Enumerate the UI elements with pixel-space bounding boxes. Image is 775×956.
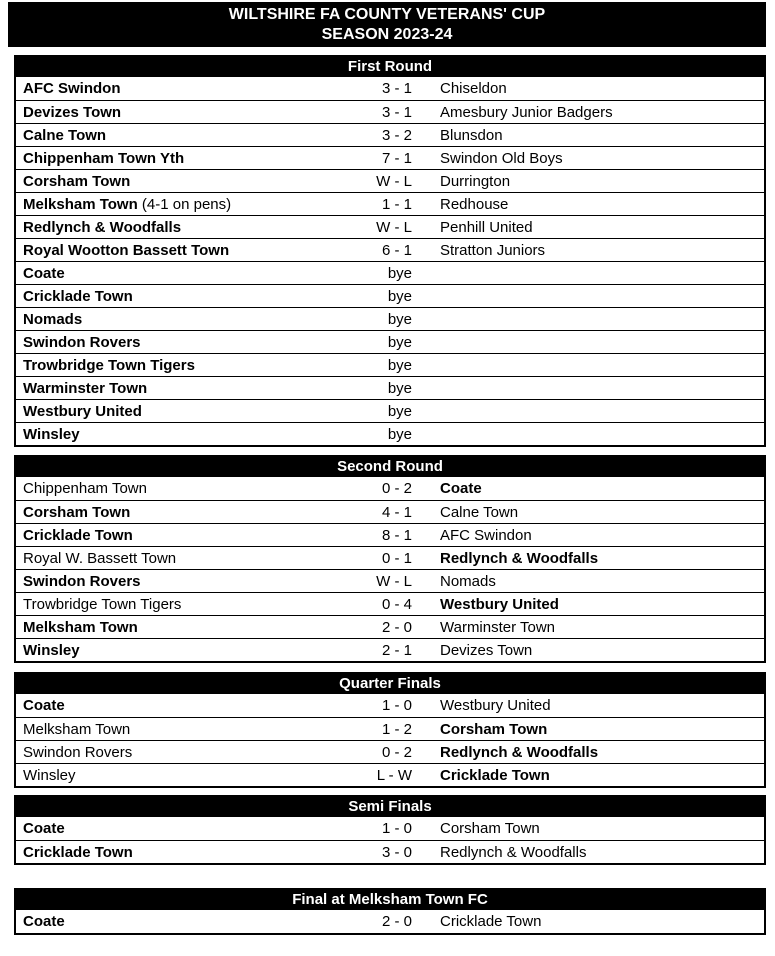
rounds-container <box>0 55 775 935</box>
match-row <box>16 763 764 786</box>
match-score: 2 - 0 <box>381 619 412 636</box>
home-team-name: Devizes Town <box>23 104 122 121</box>
home-team-name: Westbury United <box>23 403 142 420</box>
home-team <box>23 216 181 239</box>
match-row <box>16 546 764 569</box>
round-rows <box>16 817 764 863</box>
round-rows <box>16 477 764 661</box>
home-team <box>23 477 147 500</box>
home-team-name: Chippenham Town Yth <box>23 150 185 167</box>
away-team: Redlynch & Woodfalls <box>440 550 599 567</box>
home-team <box>23 501 130 524</box>
home-team-name: Redlynch & Woodfalls <box>23 219 182 236</box>
match-row <box>16 238 764 261</box>
match-score: 1 - 0 <box>381 820 412 837</box>
match-row <box>16 694 764 717</box>
tournament-title <box>8 2 766 47</box>
home-team-name: Cricklade Town <box>23 288 133 305</box>
match-row <box>16 592 764 615</box>
match-score: bye <box>387 311 412 328</box>
match-score: bye <box>387 288 412 305</box>
match-score: 1 - 2 <box>381 721 412 738</box>
match-row <box>16 261 764 284</box>
match-row <box>16 569 764 592</box>
home-team <box>23 423 80 446</box>
match-score: bye <box>387 265 412 282</box>
match-row <box>16 740 764 763</box>
match-score: bye <box>387 357 412 374</box>
round-header-final: Final at Melksham Town FC <box>16 890 764 910</box>
match-score: 3 - 1 <box>381 104 412 121</box>
home-team <box>23 239 229 262</box>
away-team: Cricklade Town <box>440 767 550 784</box>
match-score: 0 - 4 <box>381 596 412 613</box>
home-team <box>23 308 82 331</box>
match-row <box>16 330 764 353</box>
home-team <box>23 400 142 423</box>
home-team <box>23 841 133 864</box>
home-team-name: Royal Wootton Bassett Town <box>23 242 230 259</box>
match-row <box>16 477 764 500</box>
tournament-title-line1: WILTSHIRE FA COUNTY VETERANS' CUP <box>228 6 546 23</box>
round-header-second-round: Second Round <box>16 457 764 477</box>
match-score: W - L <box>376 573 412 590</box>
match-score: 3 - 2 <box>381 127 412 144</box>
match-score: 7 - 1 <box>381 150 412 167</box>
match-score: 2 - 1 <box>381 642 412 659</box>
match-row <box>16 523 764 546</box>
match-score: 2 - 0 <box>381 913 412 930</box>
match-row <box>16 376 764 399</box>
home-team-name: Winsley <box>23 767 76 784</box>
match-row <box>16 717 764 740</box>
home-team-name: Calne Town <box>23 127 107 144</box>
home-team <box>23 101 121 124</box>
away-team: Westbury United <box>440 697 551 714</box>
round-section-semi-finals <box>14 795 766 865</box>
home-team-name: Swindon Rovers <box>23 744 133 761</box>
match-row <box>16 500 764 523</box>
match-score: bye <box>387 403 412 420</box>
match-row <box>16 353 764 376</box>
match-row <box>16 192 764 215</box>
home-team-name: Melksham Town <box>23 196 138 213</box>
home-team <box>23 285 133 308</box>
away-team: Cricklade Town <box>440 913 542 930</box>
home-team <box>23 817 65 840</box>
home-team <box>23 77 121 100</box>
home-team-name: Royal W. Bassett Town <box>23 550 177 567</box>
away-team: Penhill United <box>440 219 533 236</box>
home-team-name: Winsley <box>23 426 80 443</box>
match-score: 0 - 2 <box>381 480 412 497</box>
match-row <box>16 307 764 330</box>
home-team <box>23 377 147 400</box>
round-rows <box>16 694 764 786</box>
away-team: Corsham Town <box>440 721 548 738</box>
away-team: Devizes Town <box>440 642 533 659</box>
away-team: Durrington <box>440 173 511 190</box>
home-team-name: Chippenham Town <box>23 480 147 497</box>
home-team-name: Coate <box>23 265 65 282</box>
match-row <box>16 146 764 169</box>
match-score: 3 - 0 <box>381 844 412 861</box>
home-team-name: Corsham Town <box>23 504 131 521</box>
home-team <box>23 547 176 570</box>
round-header-first-round: First Round <box>16 57 764 77</box>
home-team-name: Coate <box>23 913 65 930</box>
home-team <box>23 354 195 377</box>
home-team <box>23 124 106 147</box>
home-team-name: Coate <box>23 697 65 714</box>
home-team <box>23 170 130 193</box>
home-team-name: Melksham Town <box>23 619 138 636</box>
match-score: 0 - 1 <box>381 550 412 567</box>
home-team-name: Cricklade Town <box>23 844 133 861</box>
away-team: Redlynch & Woodfalls <box>440 744 599 761</box>
away-team: Calne Town <box>440 504 519 521</box>
home-team-name: Cricklade Town <box>23 527 133 544</box>
match-row <box>16 169 764 192</box>
match-score: bye <box>387 334 412 351</box>
away-team: Redhouse <box>440 196 509 213</box>
round-header-semi-finals: Semi Finals <box>16 797 764 817</box>
home-team-name: Coate <box>23 820 65 837</box>
home-team-note: (4-1 on pens) <box>137 196 232 213</box>
home-team <box>23 593 181 616</box>
away-team: Corsham Town <box>440 820 540 837</box>
away-team: Coate <box>440 480 482 497</box>
tournament-title-line2: SEASON 2023-24 <box>321 26 453 43</box>
home-team <box>23 718 130 741</box>
home-team-name: AFC Swindon <box>23 80 121 97</box>
home-team-name: Trowbridge Town Tigers <box>23 357 195 374</box>
home-team-name: Swindon Rovers <box>23 334 141 351</box>
match-row <box>16 638 764 661</box>
home-team-name: Swindon Rovers <box>23 573 141 590</box>
home-team <box>23 570 141 593</box>
match-row <box>16 284 764 307</box>
home-team <box>23 616 138 639</box>
match-score: 1 - 1 <box>381 196 412 213</box>
home-team <box>23 639 80 662</box>
home-team-name: Nomads <box>23 311 83 328</box>
round-section-final <box>14 888 766 935</box>
home-team-name: Winsley <box>23 642 80 659</box>
round-header-quarter-finals: Quarter Finals <box>16 674 764 694</box>
home-team-name: Trowbridge Town Tigers <box>23 596 182 613</box>
away-team: Warminster Town <box>440 619 556 636</box>
match-row <box>16 910 764 933</box>
home-team <box>23 193 231 216</box>
match-row <box>16 100 764 123</box>
round-rows <box>16 910 764 933</box>
home-team <box>23 764 76 787</box>
away-team: Nomads <box>440 573 496 590</box>
match-row <box>16 123 764 146</box>
match-score: W - L <box>376 219 412 236</box>
home-team-name: Melksham Town <box>23 721 131 738</box>
round-rows <box>16 77 764 445</box>
away-team: Stratton Juniors <box>440 242 546 259</box>
home-team <box>23 147 184 170</box>
match-row <box>16 399 764 422</box>
match-score: W - L <box>376 173 412 190</box>
match-score: L - W <box>376 767 412 784</box>
match-score: 8 - 1 <box>381 527 412 544</box>
away-team: AFC Swindon <box>440 527 532 544</box>
match-score: 1 - 0 <box>381 697 412 714</box>
match-score: bye <box>387 380 412 397</box>
round-section-quarter-finals <box>14 672 766 788</box>
match-row <box>16 840 764 863</box>
match-row <box>16 615 764 638</box>
round-section-second-round <box>14 455 766 663</box>
home-team <box>23 694 65 717</box>
home-team-name: Corsham Town <box>23 173 131 190</box>
away-team: Blunsdon <box>440 127 503 144</box>
home-team <box>23 910 65 933</box>
match-score: 4 - 1 <box>381 504 412 521</box>
away-team: Swindon Old Boys <box>440 150 563 167</box>
home-team-name: Warminster Town <box>23 380 148 397</box>
away-team: Redlynch & Woodfalls <box>440 844 587 861</box>
match-score: 0 - 2 <box>381 744 412 761</box>
match-score: 3 - 1 <box>381 80 412 97</box>
match-row <box>16 77 764 100</box>
match-row <box>16 215 764 238</box>
home-team <box>23 741 132 764</box>
match-score: 6 - 1 <box>381 242 412 259</box>
away-team: Westbury United <box>440 596 559 613</box>
home-team <box>23 331 141 354</box>
home-team <box>23 262 65 285</box>
away-team: Chiseldon <box>440 80 507 97</box>
away-team: Amesbury Junior Badgers <box>440 104 613 121</box>
match-row <box>16 422 764 445</box>
round-section-first-round <box>14 55 766 447</box>
home-team <box>23 524 133 547</box>
match-score: bye <box>387 426 412 443</box>
match-row <box>16 817 764 840</box>
